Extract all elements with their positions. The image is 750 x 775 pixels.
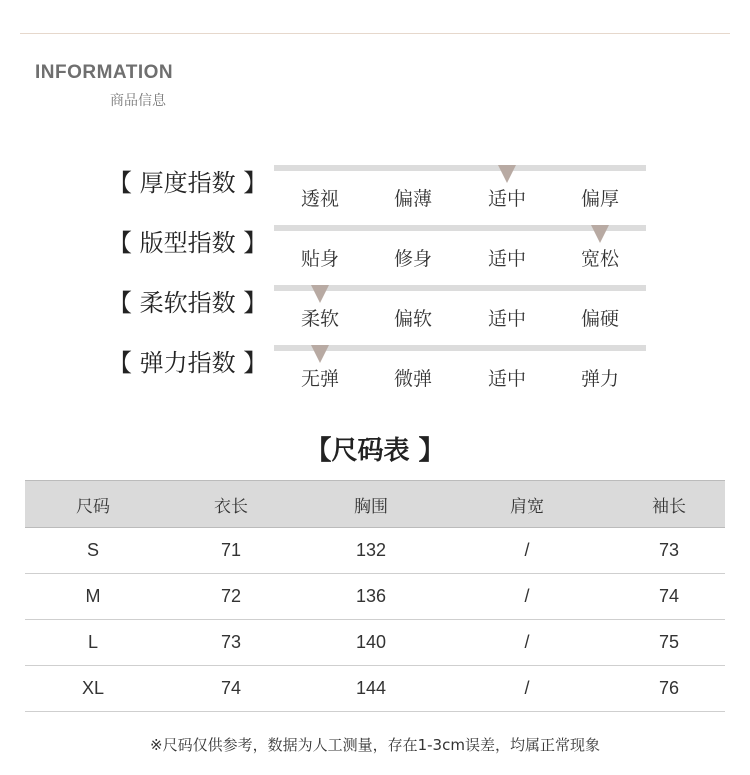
header-shoulder: 肩宽 xyxy=(441,481,613,528)
fit-index-label: 【 版型指数 】 xyxy=(108,229,268,257)
cell-sleeve: 73 xyxy=(613,528,725,574)
elasticity-index-option: 适中 xyxy=(487,368,526,390)
fit-index-marker xyxy=(591,225,609,243)
cell-sleeve: 74 xyxy=(613,574,725,620)
softness-index-track xyxy=(274,285,646,291)
elasticity-index-option: 弹力 xyxy=(580,368,619,390)
cell-size: L xyxy=(25,620,161,666)
elasticity-index-label: 【 弹力指数 】 xyxy=(108,349,268,377)
info-title: INFORMATION xyxy=(35,62,174,83)
elasticity-index-track xyxy=(274,345,646,351)
thickness-index-option: 适中 xyxy=(487,188,526,210)
cell-shoulder: / xyxy=(441,528,613,574)
softness-index-option: 适中 xyxy=(487,308,526,330)
size-chart-title: 【尺码表 】 xyxy=(305,436,445,466)
cell-sleeve: 75 xyxy=(613,620,725,666)
cell-shoulder: / xyxy=(441,620,613,666)
softness-index-row xyxy=(0,283,750,343)
cell-chest: 140 xyxy=(301,620,441,666)
header-length: 衣长 xyxy=(161,481,301,528)
elasticity-index-marker xyxy=(311,345,329,363)
softness-index-option: 柔软 xyxy=(300,308,339,330)
thickness-index-row xyxy=(0,163,750,223)
thickness-index-label: 【 厚度指数 】 xyxy=(108,169,268,197)
elasticity-index-row xyxy=(0,343,750,403)
cell-chest: 144 xyxy=(301,666,441,712)
cell-shoulder: / xyxy=(441,666,613,712)
cell-sleeve: 76 xyxy=(613,666,725,712)
info-subtitle: 商品信息 xyxy=(110,93,166,109)
fit-index-row xyxy=(0,223,750,283)
cell-size: M xyxy=(25,574,161,620)
cell-size: S xyxy=(25,528,161,574)
cell-chest: 132 xyxy=(301,528,441,574)
elasticity-index-option: 微弹 xyxy=(393,368,432,390)
elasticity-index-option: 无弹 xyxy=(300,368,339,390)
thickness-index-option: 偏厚 xyxy=(580,188,619,210)
thickness-index-option: 偏薄 xyxy=(393,188,432,210)
softness-index-label: 【 柔软指数 】 xyxy=(108,289,268,317)
softness-index-option: 偏软 xyxy=(393,308,432,330)
table-row xyxy=(25,620,725,666)
table-row xyxy=(25,528,725,574)
cell-length: 72 xyxy=(161,574,301,620)
table-row xyxy=(25,574,725,620)
fit-index-option: 贴身 xyxy=(300,248,339,270)
thickness-index-option: 透视 xyxy=(300,188,339,210)
cell-length: 71 xyxy=(161,528,301,574)
top-divider xyxy=(20,33,730,34)
table-row xyxy=(25,666,725,712)
disclaimer-note: ※尺码仅供参考，数据为人工测量，存在1-3cm误差，均属正常现象 xyxy=(150,736,600,754)
fit-index-option: 宽松 xyxy=(580,248,619,270)
header-chest: 胸围 xyxy=(301,481,441,528)
cell-length: 74 xyxy=(161,666,301,712)
header-sleeve: 袖长 xyxy=(613,481,725,528)
header-size: 尺码 xyxy=(25,481,161,528)
cell-shoulder: / xyxy=(441,574,613,620)
fit-index-option: 修身 xyxy=(393,248,432,270)
size-table xyxy=(25,480,725,712)
thickness-index-marker xyxy=(498,165,516,183)
cell-chest: 136 xyxy=(301,574,441,620)
thickness-index-track xyxy=(274,165,646,171)
size-table-header-row xyxy=(25,481,725,528)
fit-index-option: 适中 xyxy=(487,248,526,270)
softness-index-marker xyxy=(311,285,329,303)
cell-size: XL xyxy=(25,666,161,712)
cell-length: 73 xyxy=(161,620,301,666)
softness-index-option: 偏硬 xyxy=(580,308,619,330)
